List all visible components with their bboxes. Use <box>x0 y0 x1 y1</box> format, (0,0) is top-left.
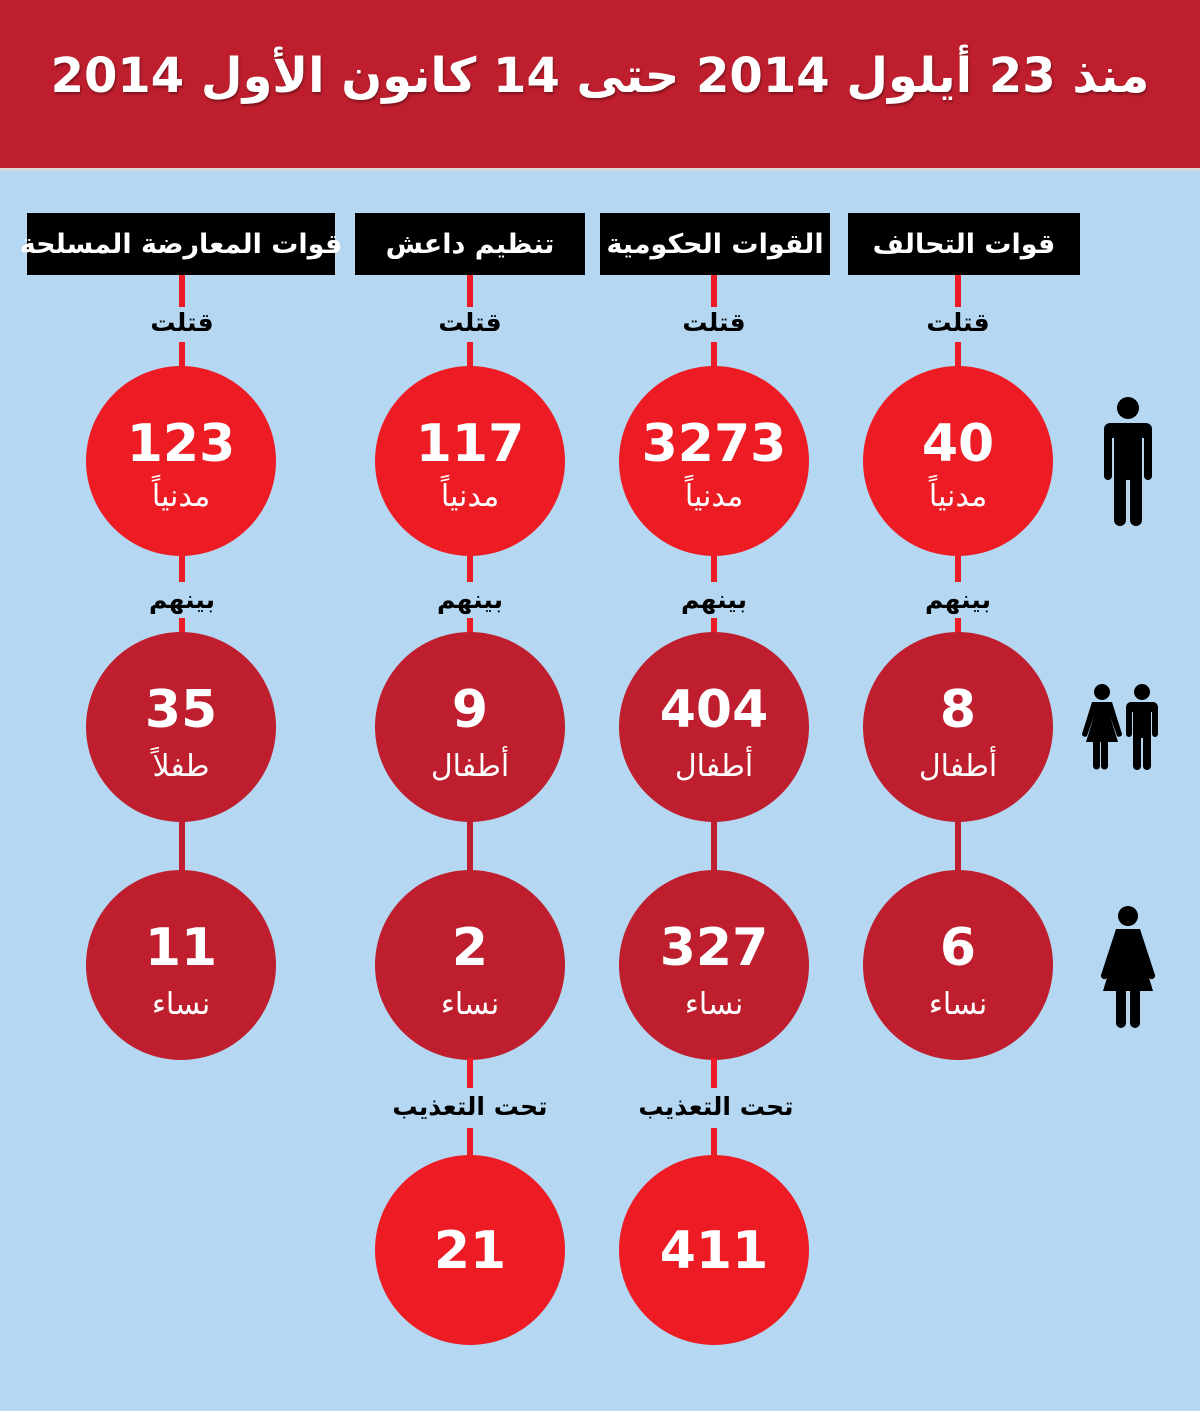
connector-line <box>467 556 473 582</box>
women-count: 2 <box>451 918 489 978</box>
children-count: 404 <box>659 680 769 740</box>
connector-line <box>711 820 717 872</box>
connector-line <box>467 820 473 872</box>
column-label-coalition-forces: قوات التحالف <box>848 213 1080 275</box>
among-them-label: بينهم <box>925 585 991 614</box>
killed-label: قتلت <box>150 308 214 337</box>
civilians-count: 40 <box>921 414 995 474</box>
women-count: 11 <box>144 918 218 978</box>
killed-label: قتلت <box>682 308 746 337</box>
torture-circle <box>375 1155 565 1345</box>
women-count: 327 <box>659 918 769 978</box>
page-title: منذ 23 أيلول 2014 حتى 14 كانون الأول 2014 <box>50 48 1150 104</box>
civilians-count: 123 <box>126 414 236 474</box>
children-count: 9 <box>451 680 489 740</box>
among-them-label: بينهم <box>681 585 747 614</box>
connector-line <box>467 1058 473 1088</box>
torture-count: 21 <box>433 1221 507 1281</box>
children-circle <box>375 632 565 822</box>
under-torture-label: تحت التعذيب <box>392 1092 548 1121</box>
connector-line <box>711 556 717 582</box>
connector-line <box>711 1058 717 1088</box>
children-count: 35 <box>144 680 218 740</box>
connector-line <box>955 275 961 307</box>
children-count: 8 <box>939 680 977 740</box>
children-icon <box>1078 682 1170 770</box>
women-count: 6 <box>939 918 977 978</box>
women-circle <box>375 870 565 1060</box>
among-them-label: بينهم <box>149 585 215 614</box>
connector-line <box>955 556 961 582</box>
among-them-label: بينهم <box>437 585 503 614</box>
column-label-armed-opposition: قوات المعارضة المسلحة <box>27 213 335 275</box>
civilians-circle <box>619 366 809 556</box>
man-icon <box>1098 394 1158 528</box>
women-label: نساء <box>440 987 500 1022</box>
children-circle <box>86 632 276 822</box>
women-circle <box>863 870 1053 1060</box>
connector-line <box>711 275 717 307</box>
connector-line <box>179 275 185 307</box>
children-circle <box>619 632 809 822</box>
civilians-circle <box>375 366 565 556</box>
woman-icon <box>1097 905 1159 1029</box>
children-label: أطفال <box>918 749 998 784</box>
women-label: نساء <box>151 987 211 1022</box>
killed-label: قتلت <box>926 308 990 337</box>
connector-line <box>179 556 185 582</box>
torture-count: 411 <box>659 1221 769 1281</box>
civilians-circle <box>86 366 276 556</box>
connector-line <box>467 275 473 307</box>
connector-line <box>467 1128 473 1158</box>
under-torture-label: تحت التعذيب <box>638 1092 794 1121</box>
civilians-count: 117 <box>415 414 525 474</box>
column-label-isis: تنظيم داعش <box>355 213 585 275</box>
column-label-government-forces: القوات الحكومية <box>600 213 830 275</box>
connector-line <box>955 820 961 872</box>
children-label: أطفال <box>674 749 754 784</box>
children-circle <box>863 632 1053 822</box>
civilians-label: مدنياً <box>928 479 988 514</box>
women-circle <box>619 870 809 1060</box>
civilians-count: 3273 <box>641 414 787 474</box>
children-label: طفلاً <box>152 749 210 784</box>
civilians-label: مدنياً <box>440 479 500 514</box>
connector-line <box>179 820 185 872</box>
women-circle <box>86 870 276 1060</box>
connector-line <box>711 1128 717 1158</box>
children-label: أطفال <box>430 749 510 784</box>
women-label: نساء <box>928 987 988 1022</box>
civilians-label: مدنياً <box>684 479 744 514</box>
women-label: نساء <box>684 987 744 1022</box>
killed-label: قتلت <box>438 308 502 337</box>
header-banner <box>0 0 1200 171</box>
torture-circle <box>619 1155 809 1345</box>
civilians-label: مدنياً <box>151 479 211 514</box>
civilians-circle <box>863 366 1053 556</box>
